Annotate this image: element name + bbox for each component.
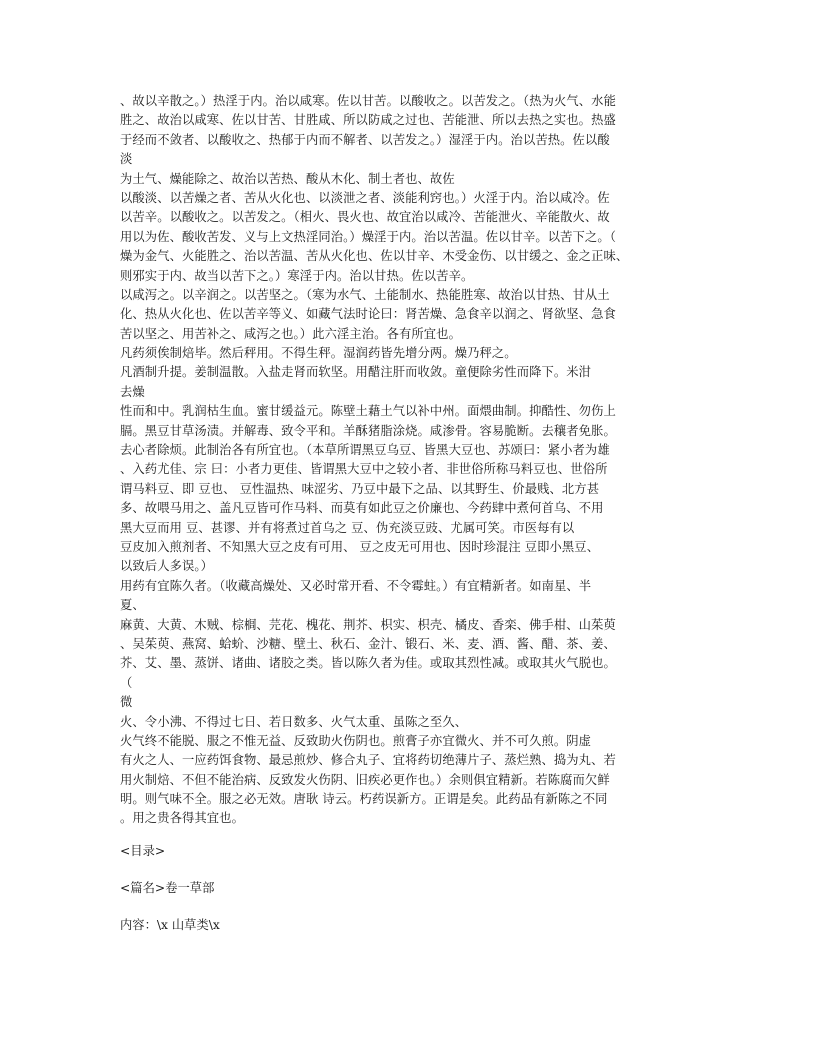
text-line: 夏、 [120,598,145,613]
text-line: 用药有宜陈久者。（收藏高燥处、又必时常开看、不令霉蛀。）有宜精新者。如南星、半 [120,578,592,593]
text-line: 凡药须俟制焙毕。然后秤用。不得生秤。湿润药皆先增分两。燥乃秤之。 [120,346,517,361]
text-line: 膈。黑豆甘草汤渍。并解毒、致令平和。羊酥猪脂涂烧。咸渗骨。容易脆断。去穰者免胀。 [120,423,616,438]
text-line: 于经而不敛者、以酸收之、热郁于内而不解者、以苦发之。）湿淫于内。治以苦热。佐以酸 [120,132,610,147]
text-line: 、故以辛散之。）热淫于内。治以咸寒。佐以甘苦。以酸收之。以苦发之。（热为火气、水能 [120,94,616,108]
text-line: 为土气、燥能除之、故治以苦热、酸从木化、制土者也、故佐 [120,171,455,186]
text-line: 。用之贵各得其宜也。 [120,811,244,826]
text-line: 豆皮加入煎剂者、不知黑大豆之皮有可用、 豆之皮无可用也、因时珍混注 豆即小黑豆、 [120,539,600,554]
text-line: 明。则气味不全。服之必无效。唐耿 诗云。朽药误新方。正谓是矣。此药品有新陈之不同 [120,792,608,807]
text-line: 用火制焙、不但不能治病、反致发火伤阴、旧疾必更作也。）余则俱宜精新。若陈腐而欠鲜 [120,772,610,787]
text-line: 凡酒制升提。姜制温散。入盐走肾而软坚。用醋注肝而收敛。童便除劣性而降下。米泔 [120,365,592,380]
text-line: 则邪实于内、故当以苦下之。）寒淫于内。治以甘热。佐以苦辛。 [120,268,474,283]
text-line: 化、热从火化也、佐以苦辛等义、如藏气法时论曰：肾苦燥、急食辛以润之、肾欲坚、急食 [120,307,616,322]
text-line: 以咸泻之。以辛润之。以苦坚之。（寒为水气、土能制水、热能胜寒、故治以甘热、甘从土 [120,287,610,302]
text-line: 以酸淡、以苦燥之者、苦从火化也、以淡泄之者、淡能利窍也。）火淫于内。治以咸冷。佐 [120,190,610,205]
body-text [120,92,700,829]
text-line: 麻黄、大黄、木贼、棕榈、芫花、槐花、荆芥、枳实、枳壳、橘皮、香栾、佛手柑、山茱萸 [120,617,616,632]
text-line: 黑大豆而用 豆、甚谬、并有将煮过首乌之 豆、伪充淡豆豉、尤属可笑。市医每有以 [120,520,575,535]
text-line: 苦以坚之、用苦补之、咸泻之也。）此六淫主治。各有所宜也。 [120,326,461,341]
text-line: 去燥 [120,384,145,399]
text-line: 用以为佐、酸收苦发、义与上文热淫同治。）燥淫于内。治以苦温。佐以甘辛。以苦下之。（ [120,229,616,244]
text-line: 胜之、故治以咸寒、佐以甘苦、甘胜咸、所以防咸之过也、苦能泄、所以去热之实也。热盛 [120,113,616,128]
text-line: 性而和中。乳润枯生血。蜜甘缓益元。陈壁土藉土气以补中州。面煨曲制。抑酷性、勿伤上 [120,404,616,419]
text-line: 、吴茱萸、燕窝、蛤蚧、沙糖、壁土、秋石、金汁、锻石、米、麦、酒、酱、醋、茶、姜、 [120,636,616,651]
content-label: 内容：\x 山草类\x [120,918,220,932]
toc-label: <目录> [120,844,166,858]
text-line: （ [120,675,133,690]
text-line: 多、故喂马用之、盖凡豆皆可作马料、而莫有如此豆之价廉也、今药肆中煮何首乌、不用 [120,501,604,516]
text-line: 以苦辛。以酸收之。以苦发之。（相火、畏火也、故宜治以咸冷、苦能泄火、辛能散火、故 [120,210,610,225]
text-line: 火、令小沸、不得过七日、若日数多、火气太重、虽陈之至久、 [120,714,468,729]
text-line: 火气终不能脱、服之不惟无益、反致助火伤阴也。煎膏子亦宜微火、并不可久煎。阴虚 [120,733,592,748]
text-line: 、入药尤佳、宗 曰：小者力更佳、皆谓黑大豆中之较小者、非世俗所称马料豆也、世俗所 [120,462,608,477]
text-line: 燥为金气、火能胜之、治以苦温、苦从火化也、佐以甘辛、木受金伤、以甘缓之、金之正味、 [120,249,629,264]
text-line: 谓马料豆、即 豆也、 豆性温热、味涩劣、乃豆中最下之品、以其野生、价最贱、北方甚 [120,481,600,496]
text-line: 芥、艾、墨、蒸饼、诸曲、诸胶之类。皆以陈久者为佳。或取其烈性减。或取其火气脱也。 [120,656,616,671]
text-line: 淡 [120,152,133,167]
text-line: 有火之人、一应药饵食物、最忌煎炒、修合丸子、宜将药切绝薄片子、蒸烂熟、捣为丸、若 [120,753,616,768]
text-line: 微 [120,695,133,710]
text-line: 以致后人多误。） [120,559,214,574]
text-line: 去心者除烦。此制治各有所宜也。（本草所谓黑豆乌豆、皆黑大豆也、苏颂曰：紧小者为雄 [120,443,610,458]
chapter-label: <篇名>卷一草部 [120,881,215,895]
